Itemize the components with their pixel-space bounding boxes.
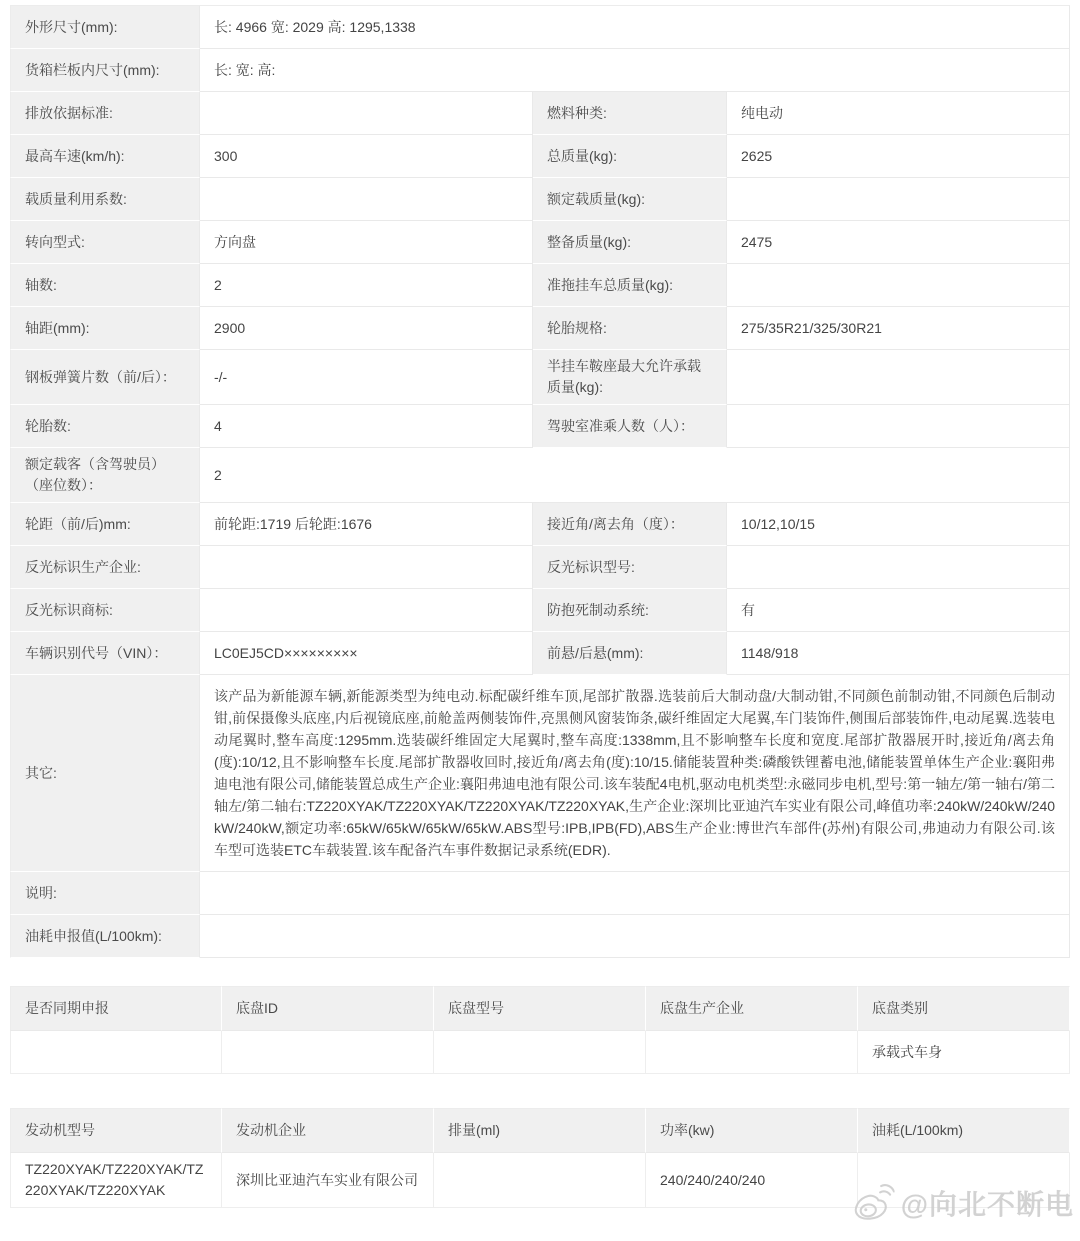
spec-label: 轮胎规格: <box>533 307 727 350</box>
spec-value <box>200 589 533 632</box>
table-row <box>10 307 1070 350</box>
spec-label: 轴距(mm): <box>10 307 200 350</box>
table-row <box>10 632 1070 675</box>
spec-value <box>727 264 1070 307</box>
spec-value: 长: 4966 宽: 2029 高: 1295,1338 <box>200 5 1070 49</box>
spec-label: 反光标识型号: <box>533 546 727 589</box>
spec-value <box>727 405 1070 448</box>
table-row <box>10 135 1070 178</box>
chassis-cell <box>434 1031 646 1074</box>
table-row <box>10 448 1070 503</box>
table-row <box>10 589 1070 632</box>
table-row <box>10 915 1070 958</box>
chassis-cell <box>646 1031 858 1074</box>
table-row <box>10 178 1070 221</box>
engine-header: 发动机型号 <box>10 1108 222 1153</box>
spec-value: 2 <box>200 448 1070 503</box>
spec-label: 轮胎数: <box>10 405 200 448</box>
spec-label: 准拖挂车总质量(kg): <box>533 264 727 307</box>
chassis-header: 底盘型号 <box>434 986 646 1031</box>
spec-value: 有 <box>727 589 1070 632</box>
spec-label: 总质量(kg): <box>533 135 727 178</box>
engine-header: 发动机企业 <box>222 1108 434 1153</box>
chassis-header: 底盘ID <box>222 986 434 1031</box>
spec-label: 转向型式: <box>10 221 200 264</box>
chassis-cell: 承载式车身 <box>858 1031 1070 1074</box>
chassis-cell <box>10 1031 222 1074</box>
spec-value: 前轮距:1719 后轮距:1676 <box>200 503 533 546</box>
table-row <box>10 872 1070 915</box>
engine-power-cell: 240/240/240/240 <box>646 1153 858 1208</box>
spec-value: 2 <box>200 264 533 307</box>
spec-value-other-notes: 该产品为新能源车辆,新能源类型为纯电动.标配碳纤维车顶,尾部扩散器.选装前后大制动盘/大制动钳,不同颜色前制动钳,不同颜色后制动钳,前保摄像头底座,内后视镜底座,前舱盖两侧装饰件,亮黑侧风窗装饰条,碳纤维固定大尾翼,车门装饰件,侧围后部装饰件,电动尾翼.选装电动尾翼时,整车高度:1295mm.选装碳纤维固定大尾翼时,整车高度:1338mm,且不影响整车长度和宽度.尾部扩散器展开时,接近角/离去角(度):10/12,且不影响整车长度.尾部扩散器收回时,接近角/离去角(度):10/15.储能装置种类:磷酸铁锂蓄电池,储能装置单体生产企业:襄阳弗迪电池有限公司,储能装置总成生产企业:襄阳弗迪电池有限公司.该车装配4电机,驱动电机类型:永磁同步电机,型号:第一轴左/第一轴右/第二轴左/第二轴右:TZ220XYAK/TZ220XYAK/TZ220XYAK/TZ220XYAK,生产企业:深圳比亚迪汽车实业有限公司,峰值功率:240kW/240kW/240kW/240kW,额定功率:65kW/65kW/65kW/65kW.ABS型号:IPB,IPB(FD),ABS生产企业:博世汽车部件(苏州)有限公司,弗迪动力有限公司.该车型可选装ETC车载装置.该车配备汽车事件数据记录系统(EDR). <box>200 675 1070 872</box>
spec-value <box>727 178 1070 221</box>
spec-label: 轴数: <box>10 264 200 307</box>
spec-value <box>200 546 533 589</box>
table-row <box>10 92 1070 135</box>
spec-label: 反光标识商标: <box>10 589 200 632</box>
spec-label: 半挂车鞍座最大允许承载质量(kg): <box>533 350 727 405</box>
table-row <box>10 1153 1070 1208</box>
chassis-cell <box>222 1031 434 1074</box>
engine-header: 功率(kw) <box>646 1108 858 1153</box>
spec-label: 驾驶室准乘人数（人）： <box>533 405 727 448</box>
spec-value: 2900 <box>200 307 533 350</box>
engine-header: 油耗(L/100km) <box>858 1108 1070 1153</box>
engine-manufacturer-cell: 深圳比亚迪汽车实业有限公司 <box>222 1153 434 1208</box>
spec-value: 275/35R21/325/30R21 <box>727 307 1070 350</box>
table-row <box>10 405 1070 448</box>
spec-label: 额定载客（含驾驶员）（座位数）： <box>10 448 200 503</box>
table-row <box>10 350 1070 405</box>
chassis-header: 是否同期申报 <box>10 986 222 1031</box>
table-header-row <box>10 986 1070 1031</box>
spec-label: 载质量利用系数: <box>10 178 200 221</box>
spec-label: 钢板弹簧片数（前/后）： <box>10 350 200 405</box>
spec-value: -/- <box>200 350 533 405</box>
table-row <box>10 1031 1070 1074</box>
table-row <box>10 546 1070 589</box>
chassis-header: 底盘生产企业 <box>646 986 858 1031</box>
spec-value: 10/12,10/15 <box>727 503 1070 546</box>
spec-label: 排放依据标准: <box>10 92 200 135</box>
spec-value: 1148/918 <box>727 632 1070 675</box>
spec-value <box>200 92 533 135</box>
spec-value: 方向盘 <box>200 221 533 264</box>
spec-label: 额定载质量(kg): <box>533 178 727 221</box>
spec-label: 燃料种类: <box>533 92 727 135</box>
spec-value: 4 <box>200 405 533 448</box>
spec-label: 防抱死制动系统: <box>533 589 727 632</box>
chassis-table <box>10 986 1070 1074</box>
spec-label: 接近角/离去角（度）： <box>533 503 727 546</box>
table-row <box>10 264 1070 307</box>
table-row <box>10 675 1070 872</box>
spec-label: 货箱栏板内尺寸(mm): <box>10 49 200 92</box>
spec-label: 反光标识生产企业: <box>10 546 200 589</box>
spec-value <box>727 546 1070 589</box>
spec-value <box>200 872 1070 915</box>
spec-value: 2475 <box>727 221 1070 264</box>
engine-table <box>10 1108 1070 1208</box>
spec-value <box>727 350 1070 405</box>
spec-value <box>200 915 1070 958</box>
spec-label: 前悬/后悬(mm): <box>533 632 727 675</box>
vehicle-spec-table <box>10 5 1070 958</box>
spec-value: 300 <box>200 135 533 178</box>
table-row <box>10 221 1070 264</box>
spec-label: 油耗申报值(L/100km): <box>10 915 200 958</box>
spec-value <box>200 178 533 221</box>
table-row <box>10 49 1070 92</box>
watermark-text: @向北不断电 <box>900 1189 1074 1220</box>
spec-label: 轮距（前/后)mm: <box>10 503 200 546</box>
spec-value: 纯电动 <box>727 92 1070 135</box>
spec-label-vin: 车辆识别代号（VIN）： <box>10 632 200 675</box>
spec-label-other: 其它: <box>10 675 200 872</box>
engine-fuel-cell <box>858 1153 1070 1208</box>
chassis-header: 底盘类别 <box>858 986 1070 1031</box>
spec-label: 外形尺寸(mm): <box>10 5 200 49</box>
spec-value: 长: 宽: 高: <box>200 49 1070 92</box>
spec-value: 2625 <box>727 135 1070 178</box>
table-header-row <box>10 1108 1070 1153</box>
engine-header: 排量(ml) <box>434 1108 646 1153</box>
spec-label: 说明: <box>10 872 200 915</box>
spec-label: 整备质量(kg): <box>533 221 727 264</box>
engine-displacement-cell <box>434 1153 646 1208</box>
table-row <box>10 503 1070 546</box>
spec-label: 最高车速(km/h): <box>10 135 200 178</box>
engine-model-cell: TZ220XYAK/TZ220XYAK/TZ220XYAK/TZ220XYAK <box>10 1153 222 1208</box>
table-row <box>10 5 1070 49</box>
spec-value-vin: LC0EJ5CD××××××××× <box>200 632 533 675</box>
